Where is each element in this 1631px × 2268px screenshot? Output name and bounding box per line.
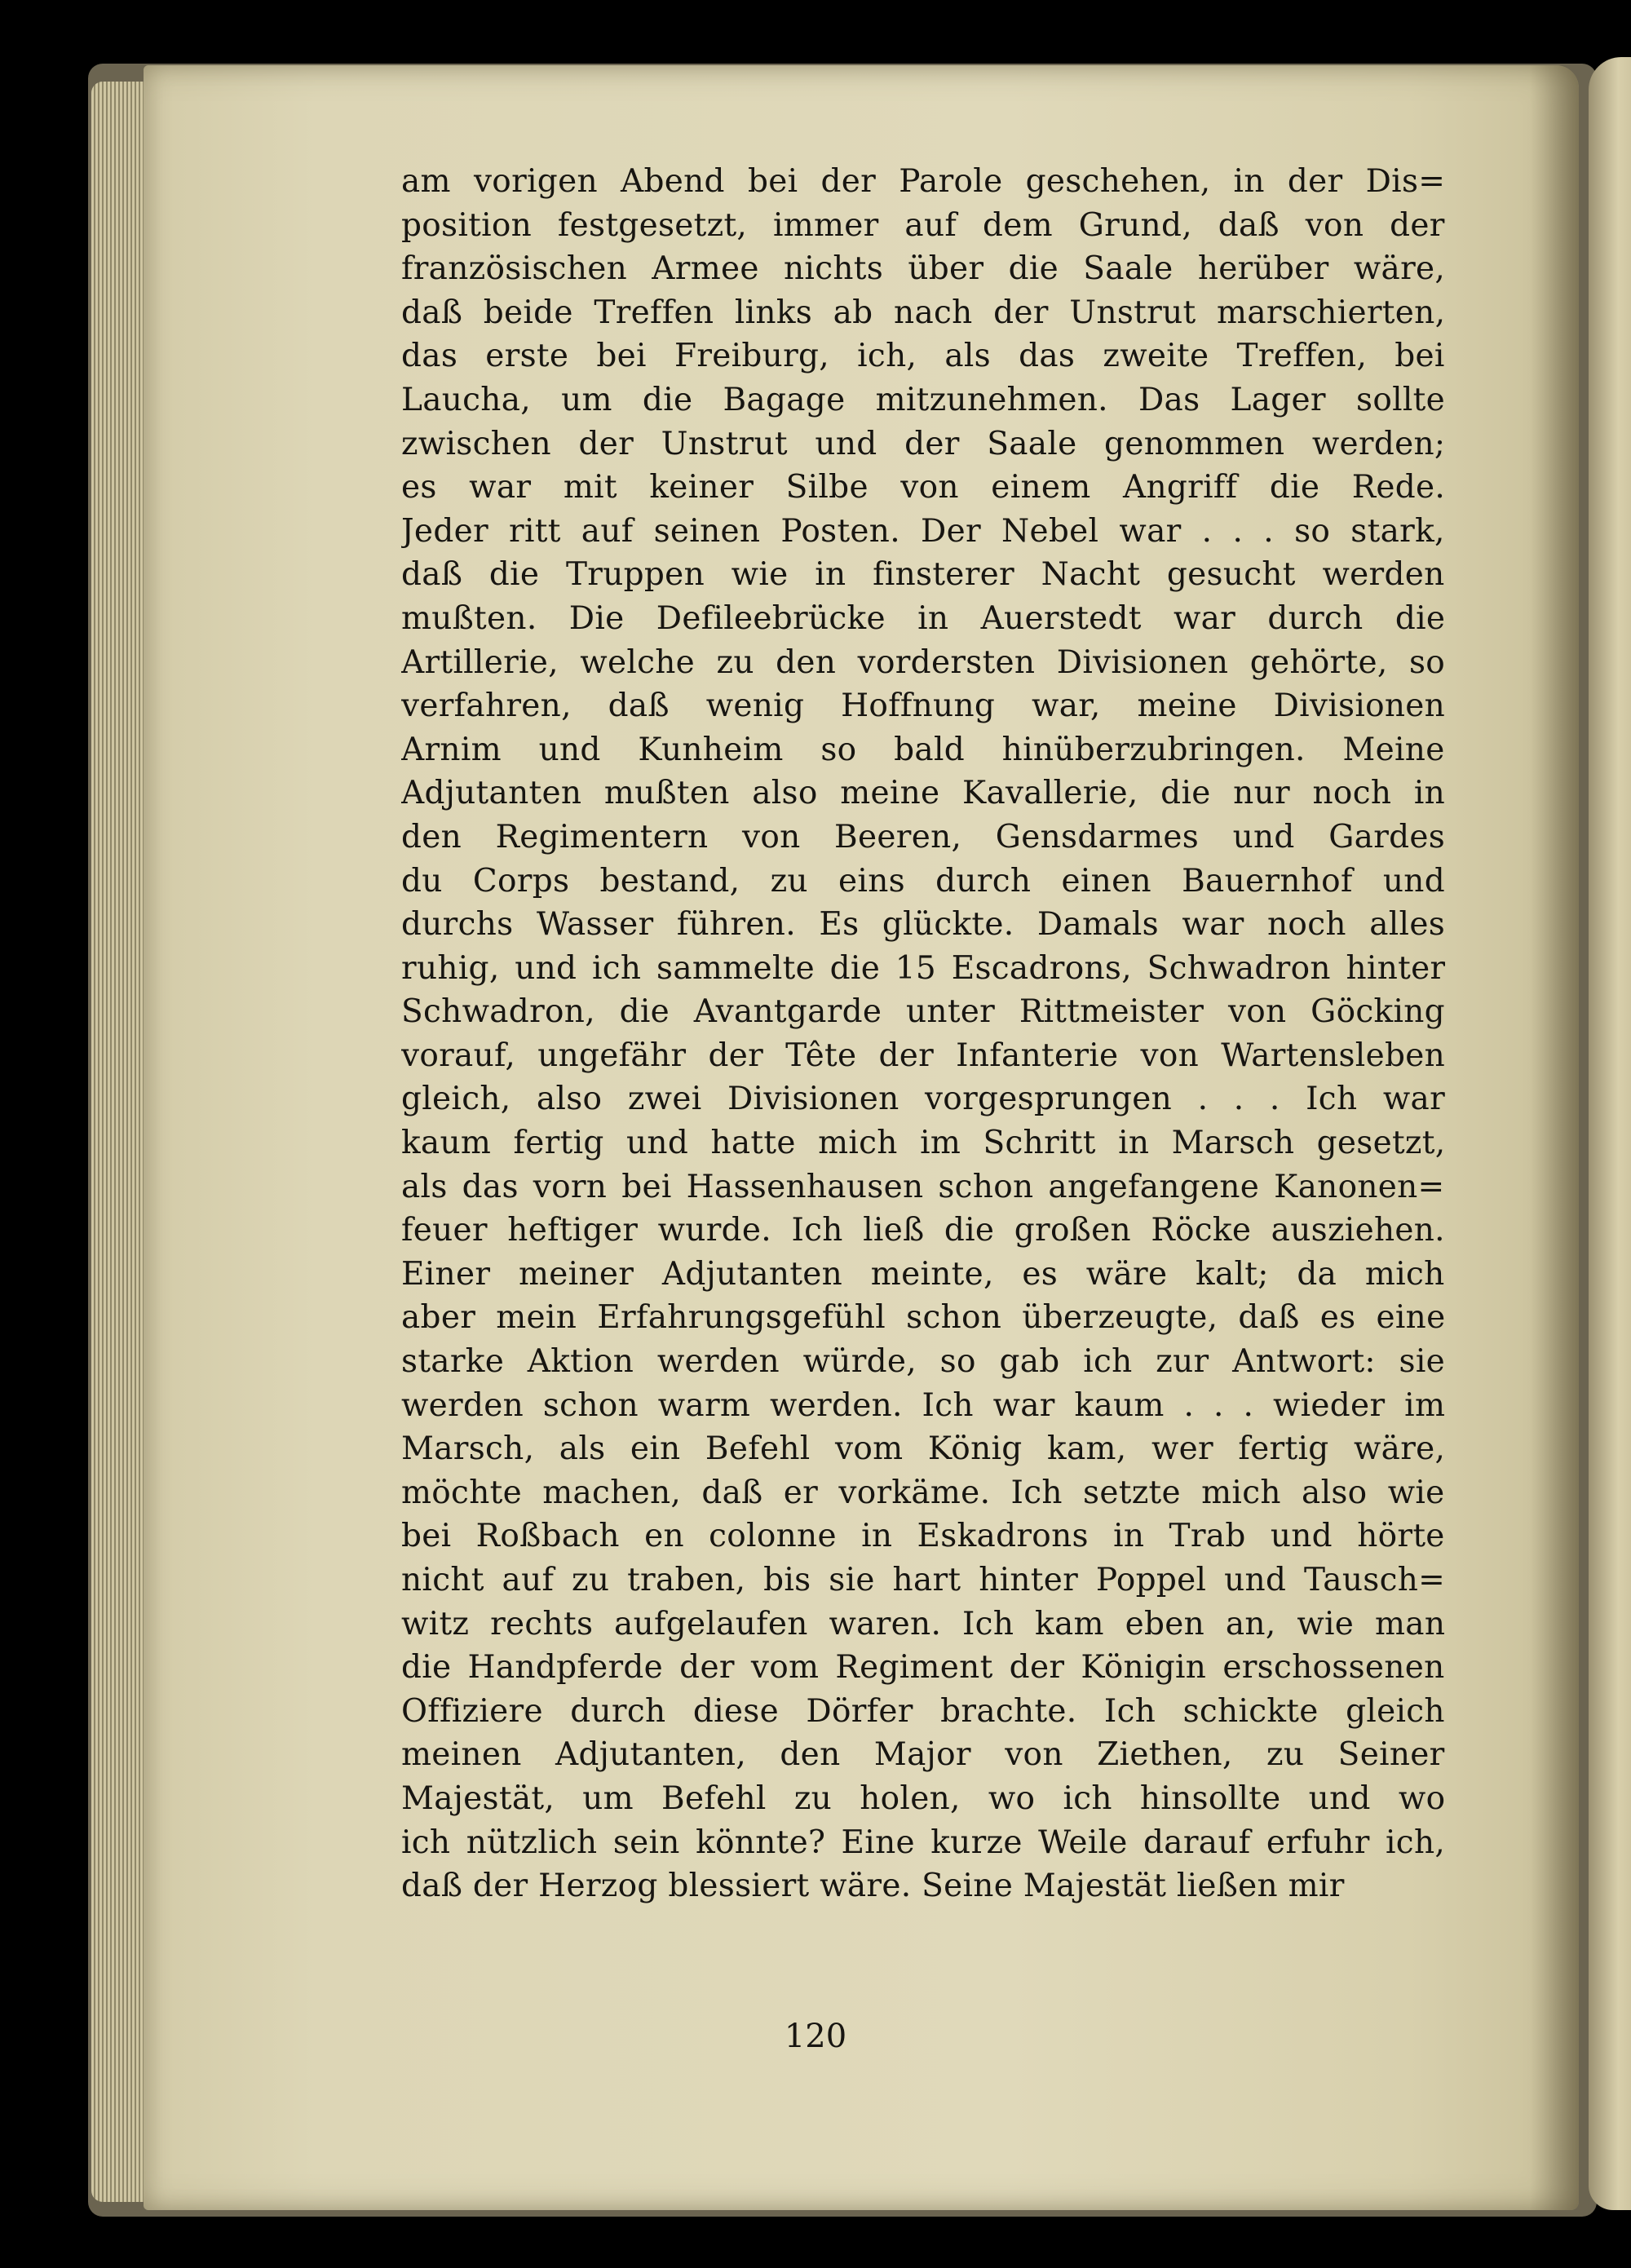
text-line: daß der Herzog blessiert wäre. Seine Majestät ließen mir <box>401 1868 1345 1905</box>
text-line: französischen Armee nichts über die Saale herüber wäre, <box>401 250 1445 288</box>
text-line: Adjutanten mußten also meine Kavallerie, die nur noch in <box>401 775 1445 812</box>
text-line: Einer meiner Adjutanten meinte, es wäre kalt; da mich <box>401 1255 1445 1293</box>
text-line: starke Aktion werden würde, so gab ich zur Antwort: sie <box>401 1343 1445 1381</box>
text-line: am vorigen Abend bei der Parole geschehen, in der Dis= <box>401 163 1445 200</box>
text-line: die Handpferde der vom Regiment der Königin erschossenen <box>401 1649 1445 1687</box>
text-line: zwischen der Unstrut und der Saale genommen werden; <box>401 425 1445 462</box>
text-line: mußten. Die Defileebrücke in Auerstedt war durch die <box>401 599 1445 637</box>
text-line: position festgesetzt, immer auf dem Grund, daß von der <box>401 206 1445 244</box>
text-line: Laucha, um die Bagage mitzunehmen. Das Lager sollte <box>401 381 1445 418</box>
text-line: meinen Adjutanten, den Major von Ziethen, zu Seiner <box>401 1736 1445 1774</box>
text-line: gleich, also zwei Divisionen vorgesprungen . . . Ich war <box>401 1081 1445 1118</box>
text-line: verfahren, daß wenig Hoffnung war, meine Divisionen <box>401 687 1445 725</box>
text-line: vorauf, ungefähr der Tête der Infanterie von Wartensleben <box>401 1037 1445 1074</box>
text-line: ruhig, und ich sammelte die 15 Escadrons, Schwadron hinter <box>401 949 1445 987</box>
text-line: Schwadron, die Avantgarde unter Rittmeister von Göcking <box>401 993 1445 1031</box>
text-line: Marsch, als ein Befehl vom König kam, wer fertig wäre, <box>401 1430 1445 1468</box>
text-line: das erste bei Freiburg, ich, als das zweite Treffen, bei <box>401 338 1445 375</box>
text-line: Artillerie, welche zu den vordersten Divisionen gehörte, so <box>401 643 1445 681</box>
text-line: werden schon warm werden. Ich war kaum . . . wieder im <box>401 1386 1445 1424</box>
text-line: feuer heftiger wurde. Ich ließ die großen Röcke ausziehen. <box>401 1212 1445 1249</box>
text-line: daß beide Treffen links ab nach der Unstrut marschierten, <box>401 294 1445 331</box>
text-line: es war mit keiner Silbe von einem Angriff die Rede. <box>401 469 1445 506</box>
text-line: als das vorn bei Hassenhausen schon angefangene Kanonen= <box>401 1168 1445 1205</box>
text-line: den Regimentern von Beeren, Gensdarmes und Gardes <box>401 818 1445 855</box>
text-line: du Corps bestand, zu eins durch einen Bauernhof und <box>401 862 1445 900</box>
text-line: bei Roßbach en colonne in Eskadrons in Trab und hörte <box>401 1518 1445 1555</box>
gutter-shadow <box>1530 65 1579 2210</box>
text-line: nicht auf zu traben, bis sie hart hinter Poppel und Tausch= <box>401 1562 1445 1598</box>
text-line: möchte machen, daß er vorkäme. Ich setzte mich also wie <box>401 1474 1445 1511</box>
text-line: durchs Wasser führen. Es glückte. Damals war noch alles <box>401 906 1445 944</box>
page-stack-edges <box>91 82 148 2202</box>
text-line: witz rechts aufgelaufen waren. Ich kam eben an, wie man <box>401 1605 1445 1642</box>
page-text <box>401 160 1445 1908</box>
text-line: Offiziere durch diese Dörfer brachte. Ich schickte gleich <box>401 1692 1445 1730</box>
text-line: aber mein Erfahrungsgefühl schon überzeugte, daß es eine <box>401 1299 1445 1337</box>
text-line: ich nützlich sein könnte? Eine kurze Weile darauf erfuhr ich, <box>401 1824 1445 1861</box>
text-line: Jeder ritt auf seinen Posten. Der Nebel war . . . so stark, <box>401 512 1445 550</box>
text-line: daß die Truppen wie in finsterer Nacht gesucht werden <box>401 556 1445 594</box>
text-line: Arnim und Kunheim so bald hinüberzubringen. Meine <box>401 731 1445 768</box>
facing-page-edge <box>1589 57 1631 2210</box>
text-line: Majestät, um Befehl zu holen, wo ich hinsollte und wo <box>401 1779 1445 1817</box>
page-number: 120 <box>784 2018 847 2055</box>
text-line: kaum fertig und hatte mich im Schritt in Marsch gesetzt, <box>401 1125 1445 1162</box>
